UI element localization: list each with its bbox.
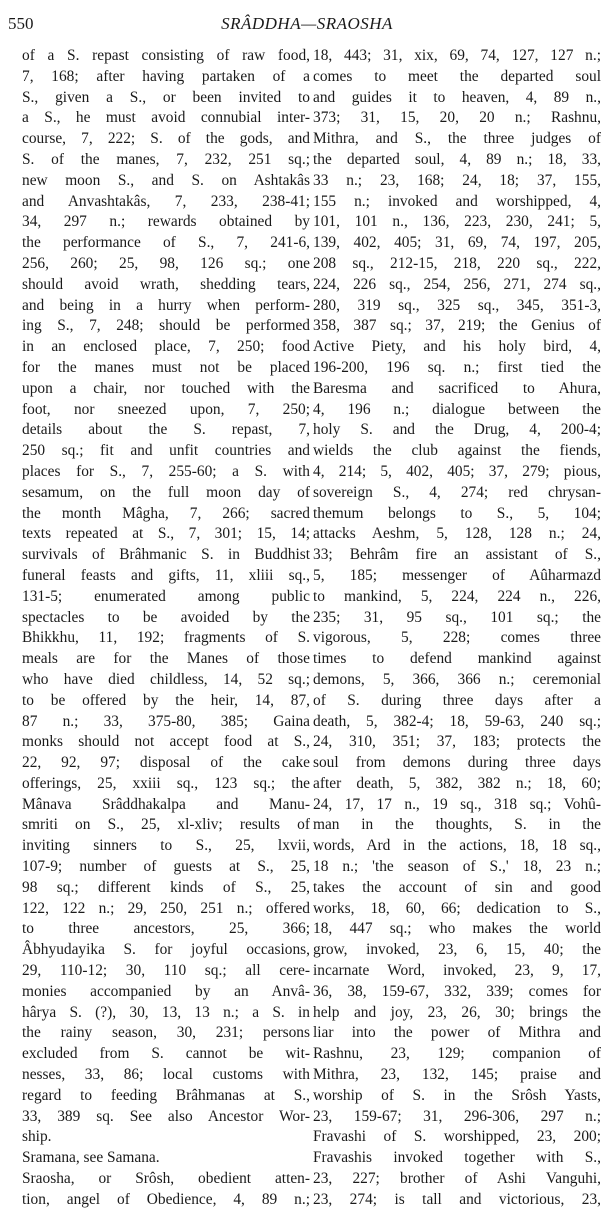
index-line: 280, 319 sq., 325 sq., 345, 351-3,: [313, 296, 601, 314]
index-line: 24, 17, 17 n., 19 sq., 318 sq.; Vohû-: [313, 795, 601, 813]
index-line: to be offered by the heir, 14, 87,: [22, 691, 310, 709]
index-line: regard to feeding Brâhmanas at S.,: [22, 1086, 310, 1104]
index-line: 196-200, 196 sq. n.; first tied the: [313, 358, 601, 376]
index-line: sovereign S., 4, 274; red chrysan-: [313, 483, 601, 501]
index-line: 22, 92, 97; disposal of the cake: [22, 754, 310, 772]
index-line: incarnate Word, invoked, 23, 9, 17,: [313, 962, 601, 980]
index-line: help and joy, 23, 26, 30; brings the: [313, 1003, 601, 1021]
left-column: [22, 46, 310, 1211]
index-line: 18, 443; 31, xix, 69, 74, 127, 127 n.;: [313, 47, 601, 64]
index-line: works, 18, 60, 66; dedication to S.,: [313, 899, 601, 917]
index-line: 33 n.; 23, 168; 24, 18; 37, 155,: [313, 171, 601, 189]
index-line: S. of the manes, 7, 232, 251 sq.;: [22, 150, 310, 168]
index-line: who have died childless, 14, 52 sq.;: [22, 670, 310, 688]
index-line: ing S., 7, 248; should be performed: [22, 317, 310, 335]
index-line: S., given a S., or been invited to: [22, 88, 310, 106]
index-line: worship of S. in the Srôsh Yasts,: [313, 1086, 601, 1104]
index-line: 4, 196 n.; dialogue between the: [313, 400, 601, 418]
index-line: 36, 38, 159-67, 332, 339; comes for: [313, 982, 601, 1000]
index-line: 29, 110-12; 30, 110 sq.; all cere-: [22, 962, 310, 980]
index-line: the departed soul, 4, 89 n.; 18, 33,: [313, 150, 601, 168]
index-line: hârya S. (?), 30, 13, 13 n.; a S. in: [22, 1003, 310, 1021]
index-line: spectacles to be avoided by the: [22, 608, 310, 626]
right-column: [313, 46, 601, 1211]
index-line: grow, invoked, 23, 6, 15, 40; the: [313, 941, 601, 959]
index-line: meals are for the Manes of those: [22, 650, 310, 668]
index-line: holy S. and the Drug, 4, 200-4;: [313, 421, 601, 439]
index-line: 107-9; number of guests at S., 25,: [22, 858, 310, 876]
index-line: after death, 5, 382, 382 n.; 18, 60;: [313, 774, 601, 792]
index-line: 224, 226 sq., 254, 256, 271, 274 sq.,: [313, 275, 601, 293]
index-line: comes to meet the departed soul: [313, 67, 601, 85]
index-line: 87 n.; 33, 375-80, 385; Gaina: [22, 712, 310, 730]
index-line: nesses, 33, 86; local customs with: [22, 1066, 310, 1084]
index-line: new moon S., and S. on Ashtakâs: [22, 171, 310, 189]
page-header: [0, 12, 614, 36]
index-line: 235; 31, 95 sq., 101 sq.; the: [313, 608, 601, 626]
index-line: monies accompanied by an Anvâ-: [22, 982, 310, 1000]
index-line: places for S., 7, 255-60; a S. with: [22, 462, 310, 480]
index-line: takes the account of sin and good: [313, 878, 601, 896]
index-line: Mithra, and S., the three judges of: [313, 130, 601, 148]
index-line: 18 n.; 'the season of S.,' 18, 23 n.;: [313, 858, 601, 876]
index-line: inviting sinners to S., 25, lxvii,: [22, 837, 310, 855]
index-line: 5, 185; messenger of Aûharmazd: [313, 566, 601, 584]
page-number: 550: [8, 14, 34, 33]
index-line: monks should not accept food at S.,: [22, 733, 310, 751]
index-line: attacks Aeshm, 5, 128, 128 n.; 24,: [313, 525, 601, 543]
index-line: 4, 214; 5, 402, 405; 37, 279; pious,: [313, 462, 601, 480]
index-line: course, 7, 222; S. of the gods, and: [22, 130, 310, 148]
index-line: excluded from S. cannot be wit-: [22, 1045, 310, 1063]
index-line: Âbhyudayika S. for joyful occasions,: [22, 941, 310, 959]
index-line: 34, 297 n.; rewards obtained by: [22, 213, 310, 231]
index-line: Mânava Srâddhakalpa and Manu-: [22, 795, 310, 813]
index-line: 208 sq., 212-15, 218, 220 sq., 222,: [313, 254, 601, 272]
index-line: should avoid wrath, shedding tears,: [22, 275, 310, 293]
index-line: 122, 122 n.; 29, 250, 251 n.; offered: [22, 899, 310, 917]
index-line: the rainy season, 30, 231; persons: [22, 1024, 310, 1042]
index-line: upon a chair, nor touched with the: [22, 379, 310, 397]
index-line: in an enclosed place, 7, 250; food: [22, 338, 310, 356]
index-line: tion, angel of Obedience, 4, 89 n.;: [22, 1190, 310, 1208]
index-line: wields the club against the fiends,: [313, 442, 601, 460]
index-line: and guides it to heaven, 4, 89 n.,: [313, 88, 601, 106]
index-line: sesamum, on the full moon day of: [22, 483, 310, 501]
index-line: smriti on S., 25, xl-xliv; results of: [22, 816, 310, 834]
index-line: to three ancestors, 25, 366;: [22, 920, 310, 938]
index-line: 23, 274; is tall and victorious, 23,: [313, 1190, 601, 1208]
index-line: Active Piety, and his holy bird, 4,: [313, 338, 601, 356]
index-line: ship.: [22, 1128, 52, 1146]
index-line: vigorous, 5, 228; comes three: [313, 629, 601, 647]
index-line: 250 sq.; fit and unfit countries and: [22, 442, 310, 460]
index-line: liar into the power of Mithra and: [313, 1024, 601, 1042]
index-line: Fravashi of S. worshipped, 23, 200;: [313, 1128, 601, 1146]
index-line: details about the S. repast, 7,: [22, 421, 310, 439]
index-line: soul from demons during three days: [313, 754, 601, 772]
index-line: 131-5; enumerated among public: [22, 587, 310, 605]
index-line: a S., he must avoid connubial inter-: [22, 109, 310, 127]
index-line: foot, nor sneezed upon, 7, 250;: [22, 400, 310, 418]
index-line: the performance of S., 7, 241-6,: [22, 234, 310, 252]
index-line: 139, 402, 405; 31, 69, 74, 197, 205,: [313, 234, 601, 252]
index-line: 23, 159-67; 31, 296-306, 297 n.;: [313, 1107, 601, 1125]
index-line: 98 sq.; different kinds of S., 25,: [22, 878, 310, 896]
index-line: 24, 310, 351; 37, 183; protects the: [313, 733, 601, 751]
index-line: to mankind, 5, 224, 224 n., 226,: [313, 587, 601, 605]
index-line: Baresma and sacrificed to Ahura,: [313, 379, 601, 397]
index-line: offerings, 25, xxiii sq., 123 sq.; the: [22, 774, 310, 792]
index-line: 18, 447 sq.; who makes the world: [313, 920, 601, 938]
index-line: Sraosha, or Srôsh, obedient atten-: [22, 1170, 310, 1188]
index-line: 155 n.; invoked and worshipped, 4,: [313, 192, 601, 210]
index-line: Rashnu, 23, 129; companion of: [313, 1045, 601, 1063]
index-line: and being in a hurry when perform-: [22, 296, 310, 314]
index-line: 358, 387 sq.; 37, 219; the Genius of: [313, 317, 601, 335]
index-line: of S. during three days after a: [313, 691, 601, 709]
index-line: Mithra, 23, 132, 145; praise and: [313, 1066, 601, 1084]
index-line: 373; 31, 15, 20, 20 n.; Rashnu,: [313, 109, 601, 127]
index-line: survivals of Brâhmanic S. in Buddhist: [22, 546, 310, 564]
index-line: for the manes must not be placed: [22, 358, 310, 376]
index-line: funeral feasts and gifts, 11, xliii sq.,: [22, 566, 310, 584]
index-line: Fravashis invoked together with S.,: [313, 1149, 601, 1167]
index-line: texts repeated at S., 7, 301; 15, 14;: [22, 525, 310, 543]
index-line: themum belongs to S., 5, 104;: [313, 504, 601, 522]
index-line: demons, 5, 366, 366 n.; ceremonial: [313, 670, 601, 688]
index-line: Sramana, see Samana.: [22, 1149, 160, 1167]
index-line: words, Ard in the actions, 18, 18 sq.,: [313, 837, 601, 855]
index-line: and Anvashtakâs, 7, 233, 238-41;: [22, 192, 310, 210]
index-line: 23, 227; brother of Ashi Vanguhi,: [313, 1170, 601, 1188]
running-title: SRÂDDHA—SRAOSHA: [221, 14, 393, 33]
index-line: times to defend mankind against: [313, 650, 601, 668]
index-line: of a S. repast consisting of raw food,: [22, 47, 310, 64]
index-line: 7, 168; after having partaken of a: [22, 67, 310, 85]
index-line: Bhikkhu, 11, 192; fragments of S.: [22, 629, 310, 647]
index-line: death, 5, 382-4; 18, 59-63, 240 sq.;: [313, 712, 601, 730]
index-line: 101, 101 n., 136, 223, 230, 241; 5,: [313, 213, 601, 231]
index-line: man in the thoughts, S. in the: [313, 816, 601, 834]
index-line: 33; Behrâm fire an assistant of S.,: [313, 546, 601, 564]
index-line: 256, 260; 25, 98, 126 sq.; one: [22, 254, 310, 272]
index-line: the month Mâgha, 7, 266; sacred: [22, 504, 310, 522]
index-line: 33, 389 sq. See also Ancestor Wor-: [22, 1107, 310, 1125]
